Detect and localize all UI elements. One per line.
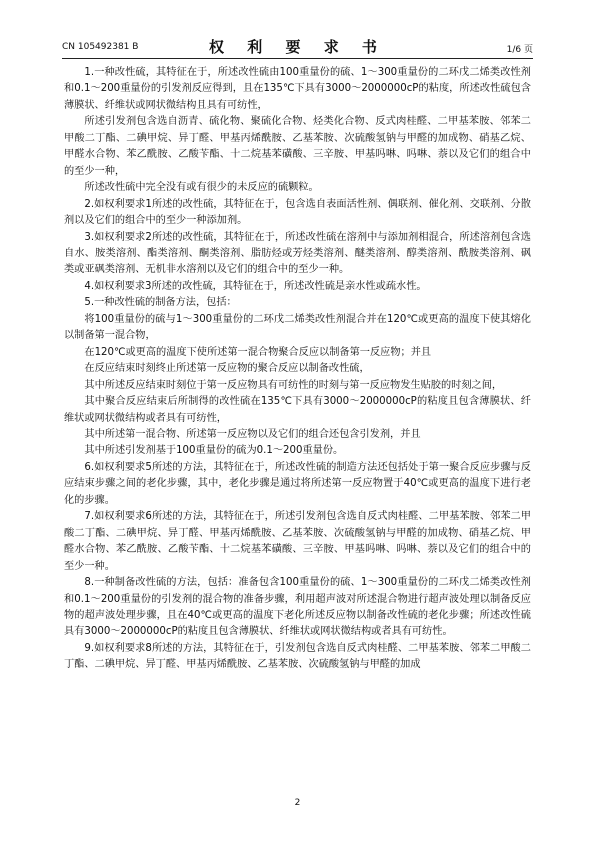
claim-paragraph: 其中聚合反应结束后所制得的改性硫在135℃下具有3000～2000000cP的粘度且包含薄膜状、纤维状或网状微结构或者具有可纺性， [64,396,531,424]
document-title: 权 利 要 求 书 [209,38,386,56]
claims-body [64,65,531,674]
publication-number: CN 105492381 B [62,42,139,52]
claim-paragraph: 其中所述第一混合物、所述第一反应物以及它们的组合还包含引发剂，并且 [84,428,421,440]
claim-paragraph: 5.一种改性硫的制备方法，包括： [84,297,237,309]
claim-paragraph: 在反应结束时刻终止所述第一反应物的聚合反应以制备改性硫， [84,363,370,375]
claim-paragraph: 其中所述反应结束时刻位于第一反应物具有可纺性的时刻与第一反应物发生贴胶的时刻之间， [84,379,503,391]
claim-paragraph: 8.一种制备改性硫的方法，包括：准备包含100重量份的硫、1～300重量份的二环戊二烯类改性剂和0.1～200重量份的引发剂的混合物的准备步骤，利用超声波对所述混合物进行超声波处理以制备反应物的超声波处理步骤，且在40℃或更高的温度下老化所述反应物以制备改性硫的老化步骤；所述改性硫具有3000～2000000cP的粘度且包含薄膜状、纤维状或网状微结构或者具有可纺性。 [64,577,531,638]
claim-paragraph: 1.一种改性硫，其特征在于，所述改性硫由100重量份的硫、1～300重量份的二环戊二烯类改性剂和0.1～200重量份的引发剂反应得到，且在135℃下具有3000～2000000cP的粘度，所述改性硫包含薄膜状、纤维状或网状微结构且具有可纺性， [64,67,531,111]
claim-paragraph: 9.如权利要求8所述的方法，其特征在于，引发剂包含选自反式肉桂醛、二甲基苯胺、邻苯二甲酸二丁酯、二碘甲烷、异丁醛、甲基丙烯酰胺、乙基苯胺、次硫酸氢钠与甲醛的加成 [64,642,531,671]
claim-paragraph: 所述引发剂包含选自沥青、硫化物、聚硫化合物、烃类化合物、反式肉桂醛、二甲基苯胺、邻苯二甲酸二丁酯、二碘甲烷、异丁醛、甲基丙烯酰胺、乙基苯胺、次硫酸氢钠与甲醛的加成物、硝基乙烷、甲醛水合物、苯乙酰胺、乙酸苄酯、十二烷基苯磺酸、三辛胺、甲基吗啉、吗啉、萘以及它们的组合中的至少一种， [64,116,531,177]
page-info: 1/6 页 [506,45,533,55]
claim-paragraph: 其中所述引发剂基于100重量份的硫为0.1～200重量份。 [84,445,344,457]
claim-paragraph: 6.如权利要求5所述的方法，其特征在于，所述改性硫的制造方法还包括处于第一聚合反应步骤与反应结束步骤之间的老化步骤，其中，老化步骤是通过将所述第一反应物置于40℃或更高的温度下进行老化的步骤。 [64,461,531,506]
claim-paragraph: 在120℃或更高的温度下使所述第一混合物聚合反应以制备第一反应物；并且 [84,346,432,358]
claim-paragraph: 2.如权利要求1所述的改性硫，其特征在于，包含选自表面活性剂、偶联剂、催化剂、交联剂、分散剂以及它们的组合中的至少一种添加剂。 [64,198,531,227]
claim-paragraph: 所述改性硫中完全没有或有很少的未反应的硫颗粒。 [84,182,319,194]
page-number: 2 [294,798,301,808]
page-header [62,36,533,58]
claim-paragraph: 将100重量份的硫与1～300重量份的二环戊二烯类改性剂混合并在120℃或更高的温度下使其熔化以制备第一混合物， [64,313,531,342]
claim-paragraph: 3.如权利要求2所述的改性硫，其特征在于，所述改性硫在溶剂中与添加剂相混合，所述溶剂包含选自水、胺类溶剂、酯类溶剂、酮类溶剂、脂肪烃或芳烃类溶剂、醚类溶剂、醇类溶剂、酰胺类溶剂、砜类或亚砜类溶剂、无机非水溶剂以及它们的组合中的至少一种。 [64,231,531,276]
header-divider [62,58,533,59]
claim-paragraph: 7.如权利要求6所述的方法，其特征在于，所述引发剂包含选自反式肉桂醛、二甲基苯胺、邻苯二甲酸二丁酯、二碘甲烷、异丁醛、甲基丙烯酰胺、乙基苯胺、次硫酸氢钠与甲醛的加成物、硝基乙烷、甲醛水合物、苯乙酰胺、乙酸苄酯、十二烷基苯磺酸、三辛胺、甲基吗啉、吗啉、萘以及它们的组合中的至少一种。 [64,511,531,572]
claim-paragraph: 4.如权利要求3所述的改性硫，其特征在于，所述改性硫是亲水性或疏水性。 [84,280,427,292]
